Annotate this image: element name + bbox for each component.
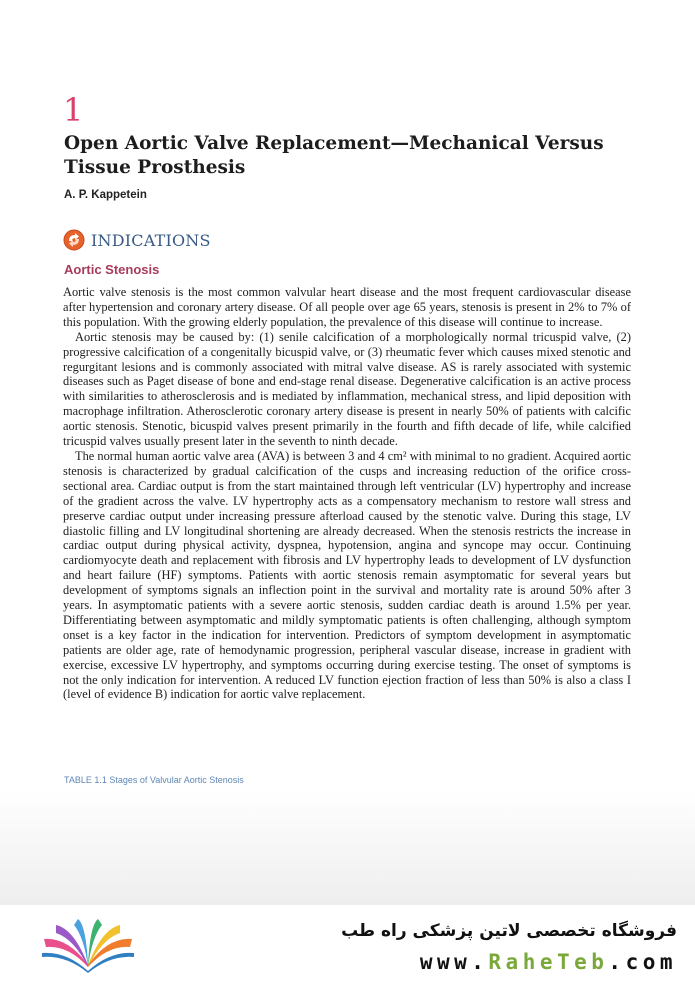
indications-icon — [63, 229, 85, 251]
chapter-number: 1 — [63, 91, 84, 129]
url-suffix: .com — [608, 950, 677, 974]
section-heading-row — [63, 227, 211, 253]
table-caption: TABLE 1.1 Stages of Valvular Aortic Stenosis — [64, 775, 244, 785]
url-prefix: www. — [419, 950, 489, 974]
paragraph: The normal human aortic valve area (AVA) is between 3 and 4 cm² with minimal to no gradient. Acquired aortic stenosis is characterized by gradual calcification of the cusps and increasing reduction of the orifice cross-sectional area. Cardiac output is from the start maintained through left ventricular (LV) hypertrophy and increase of the gradient across the valve. LV hypertrophy acts as a compensatory mechanism to restore wall stress and preserve cardiac output under increasing pressure afterload caused by the stenotic valve. During this stage, LV diastolic filling and LV longitudinal shortening are already decreased. When the stenosis restricts the increase in cardiac output during physical activity, dyspnea, hypotension, angina and syncope may occur. Continuing cardiomyocyte death and replacement with fibrosis and LV hypertrophy leads to development of LV dysfunction and heart failure (HF) symptoms. Patients with aortic stenosis remain asymptomatic for several years but development of symptoms signals an inflection point in the survival and mortality rate is around 50% after 3 years. In asymptomatic patients with a severe aortic stenosis, sudden cardiac death is around 1.5% per year. Differentiating between asymptomatic and mildly symptomatic patients is often challenging, although symptom onset is a key factor in the indication for intervention. Predictors of symptom development in asymptomatic patients are older age, rate of hemodynamic progression, peripheral vascular disease, increase in gradient with exercise, excessive LV hypertrophy, and symptoms occurring during exercise testing. The onset of symptoms is not the only indication for intervention. A reduced LV function ejection fraction of less than 50% is also a class I (level of evidence B) indication for aortic valve replacement. — [63, 448, 631, 702]
subsection-heading: Aortic Stenosis — [64, 262, 160, 277]
shop-name: فروشگاه تخصصی لاتین پزشکی راه طب — [341, 921, 677, 941]
open-book-logo-icon — [38, 917, 138, 973]
paragraph: Aortic valve stenosis is the most common valvular heart disease and the most frequent cardiovascular disease after hypertension and coronary artery disease. Of all people over age 65 years, stenosis is present in 2% to 7% of this population. With the growing elderly population, the prevalence of this disease will continue to increase. — [63, 285, 631, 329]
body-text — [63, 285, 631, 702]
author-name: A. P. Kappetein — [64, 189, 147, 201]
page-fade — [0, 790, 695, 905]
paragraph: Aortic stenosis may be caused by: (1) senile calcification of a morphologically normal tricuspid valve, (2) progressive calcification of a congenitally bicuspid valve, or (3) rheumatic fever which causes mixed stenotic and regurgitant lesions and is commonly associated with mitral valve disease. AS is rarely associated with systemic diseases such as Paget disease of bone and end-stage renal disease. Degenerative calcification is an active process with similarities to atherosclerosis and is mediated by inflammation, mechanical stress, and lipid deposition with macrophage infiltration. Atherosclerotic coronary artery disease is present in nearly 50% of patients with calcific aortic stenosis. Stenotic, bicuspid valves present primarily in the fourth and fifth decade of life, while calcified tricuspid valves usually present later in the seventh to ninth decade. — [63, 329, 631, 449]
url-highlight: RaheTeb — [488, 950, 609, 974]
chapter-title: Open Aortic Valve Replacement—Mechanical Versus Tissue Prosthesis — [64, 133, 604, 178]
site-url[interactable] — [420, 950, 677, 974]
section-heading: INDICATIONS — [91, 230, 211, 250]
